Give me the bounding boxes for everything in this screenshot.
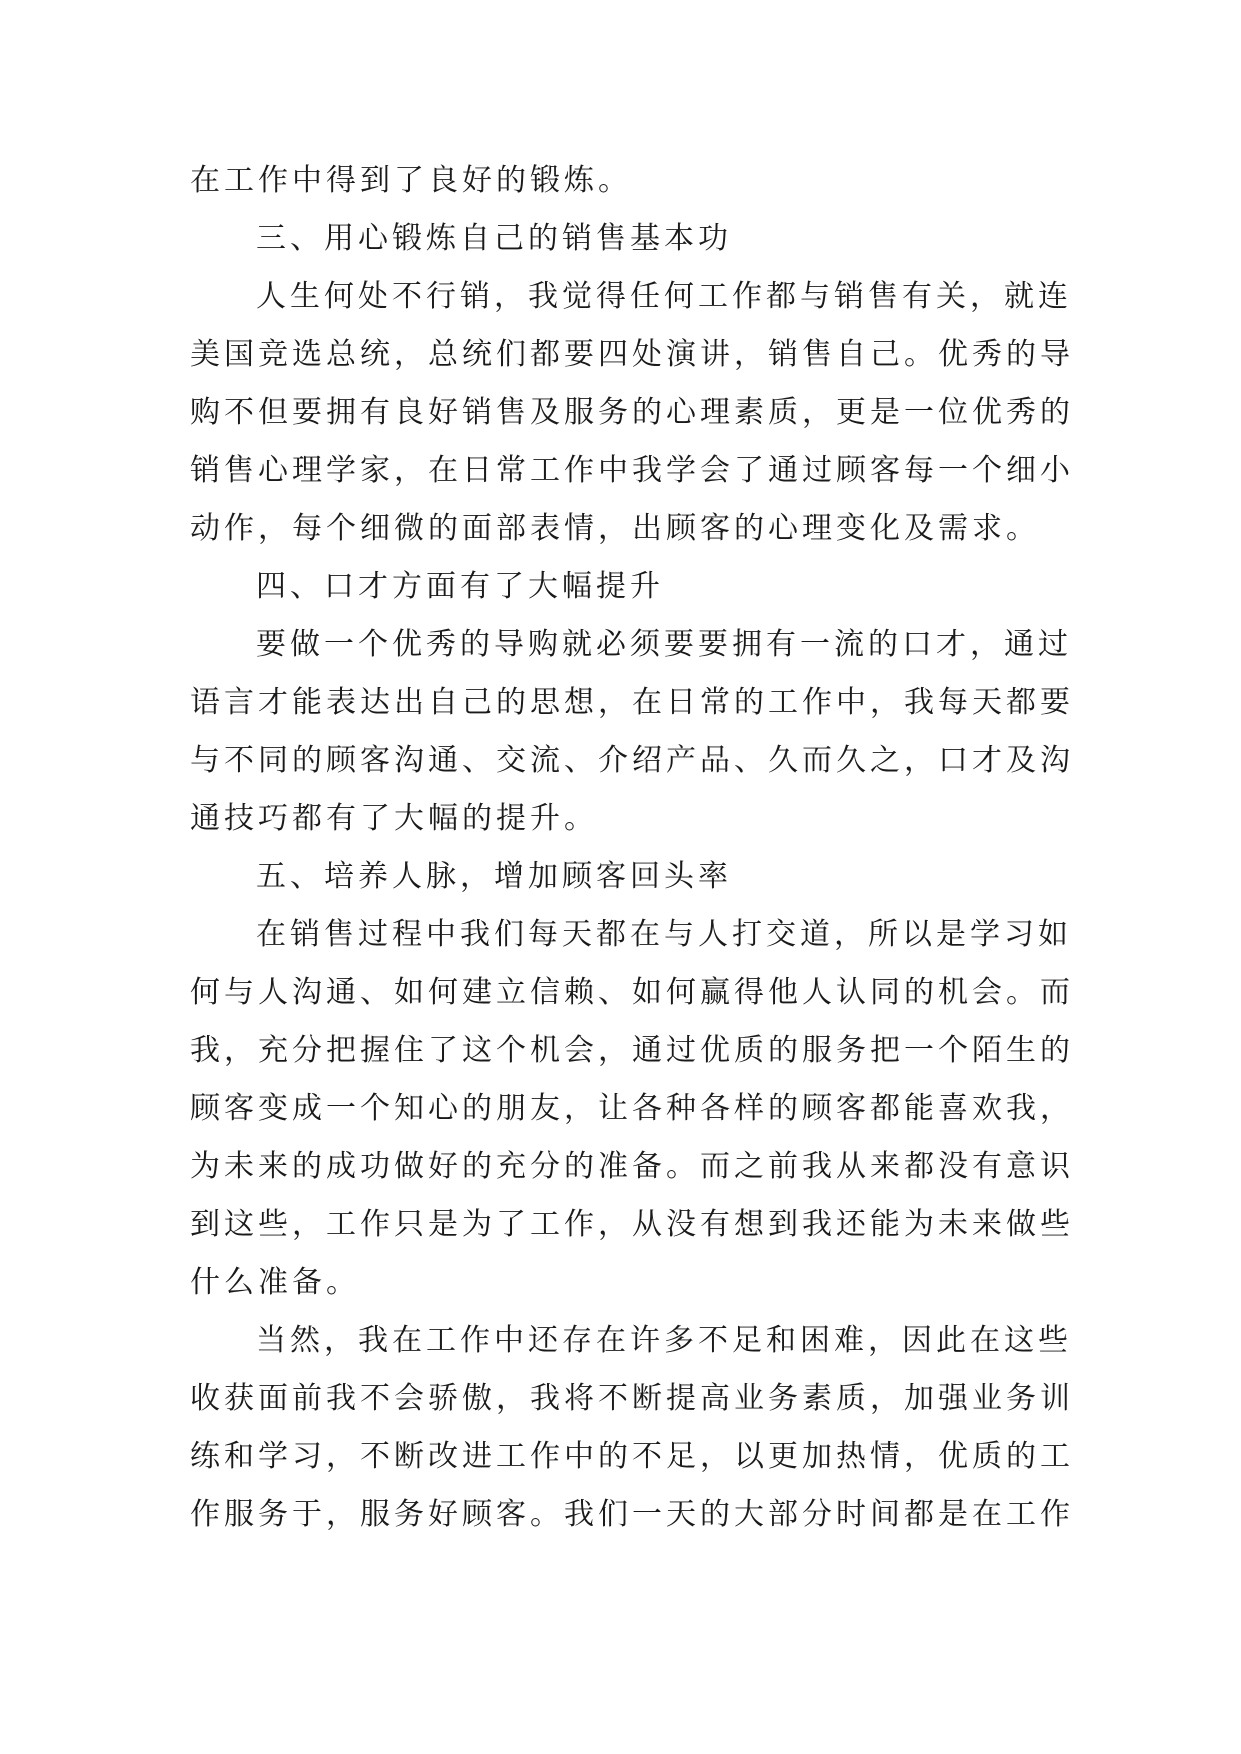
text-line: 为未来的成功做好的充分的准备。而之前我从来都没有意识 (190, 1149, 1074, 1184)
text-line: 作服务于，服务好顾客。我们一天的大部分时间都是在工作 (190, 1497, 1074, 1532)
text-line: 在工作中得到了良好的锻炼。 (190, 163, 632, 198)
section-heading: 五、培养人脉，增加顾客回头率 (256, 859, 732, 894)
text-line: 练和学习，不断改进工作中的不足，以更加热情，优质的工 (190, 1439, 1074, 1474)
text-line: 在销售过程中我们每天都在与人打交道，所以是学习如 (256, 917, 1072, 952)
document-body (190, 152, 1074, 1544)
text-line: 销售心理学家，在日常工作中我学会了通过顾客每一个细小 (190, 453, 1074, 488)
text-line: 我，充分把握住了这个机会，通过优质的服务把一个陌生的 (190, 1033, 1074, 1068)
text-line: 动作，每个细微的面部表情，出顾客的心理变化及需求。 (190, 511, 1040, 546)
text-line: 人生何处不行销，我觉得任何工作都与销售有关，就连 (256, 279, 1072, 314)
text-line: 与不同的顾客沟通、交流、介绍产品、久而久之，口才及沟 (190, 743, 1074, 778)
text-line: 到这些，工作只是为了工作，从没有想到我还能为未来做些 (190, 1207, 1074, 1242)
section-heading: 三、用心锻炼自己的销售基本功 (256, 221, 732, 256)
text-line: 语言才能表达出自己的思想，在日常的工作中，我每天都要 (190, 685, 1074, 720)
text-line: 何与人沟通、如何建立信赖、如何赢得他人认同的机会。而 (190, 975, 1074, 1010)
text-line: 购不但要拥有良好销售及服务的心理素质，更是一位优秀的 (190, 395, 1074, 430)
text-line: 什么准备。 (190, 1265, 360, 1300)
text-line: 当然，我在工作中还存在许多不足和困难，因此在这些 (256, 1323, 1072, 1358)
text-line: 要做一个优秀的导购就必须要要拥有一流的口才，通过 (256, 627, 1072, 662)
text-line: 顾客变成一个知心的朋友，让各种各样的顾客都能喜欢我， (190, 1091, 1074, 1126)
section-heading: 四、口才方面有了大幅提升 (256, 569, 664, 604)
text-line: 收获面前我不会骄傲，我将不断提高业务素质，加强业务训 (190, 1381, 1074, 1416)
text-line: 美国竞选总统，总统们都要四处演讲，销售自己。优秀的导 (190, 337, 1074, 372)
text-line: 通技巧都有了大幅的提升。 (190, 801, 598, 836)
